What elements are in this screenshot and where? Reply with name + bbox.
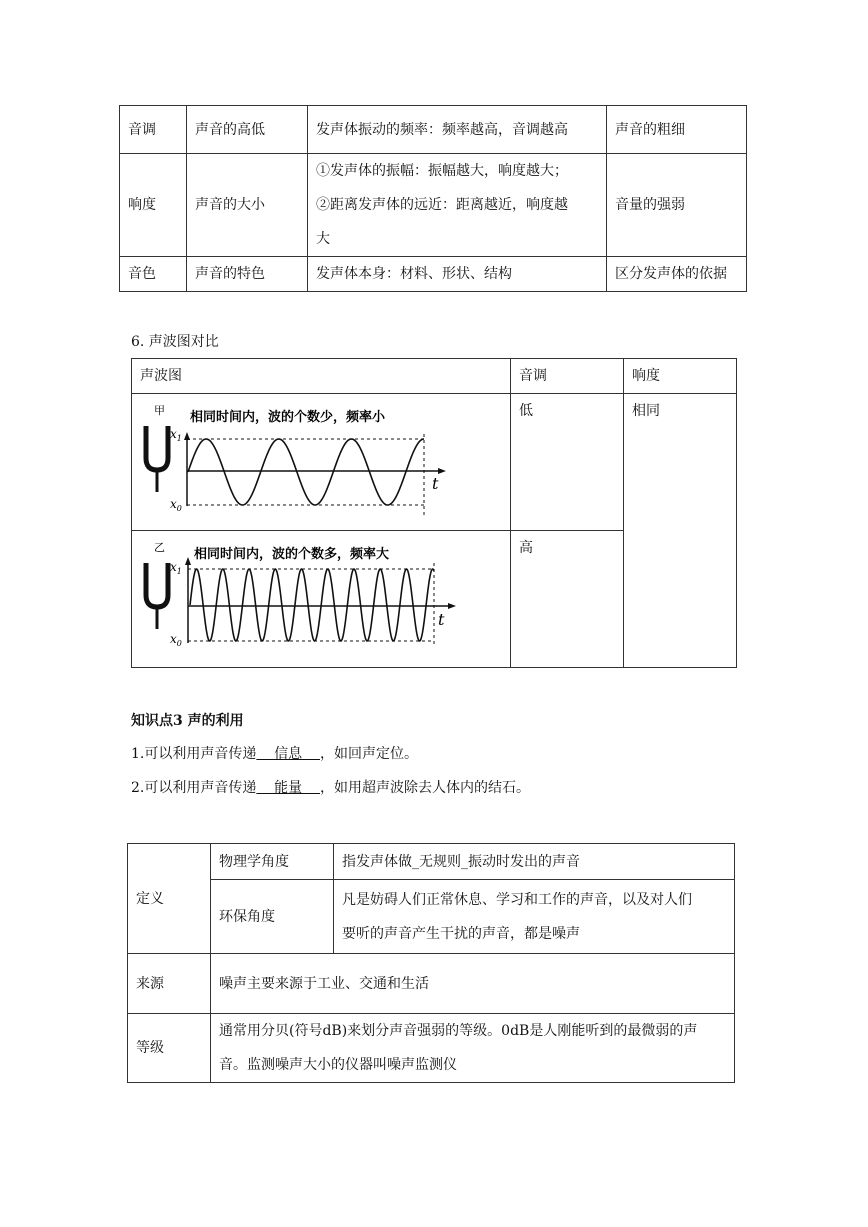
line-text: 2.可以利用声音传递 — [131, 780, 257, 796]
wave-diagram-cell — [132, 394, 511, 531]
table-row — [120, 106, 747, 154]
cell-line: 通常用分贝(符号dB)来划分声音强弱的等级。0dB是人刚能听到的最微弱的声 — [219, 1023, 698, 1039]
wave-caption: 相同时间内，波的个数多，频率大 — [194, 547, 390, 562]
table-cell: 发声体本身：材料、形状、结构 — [308, 257, 607, 292]
table-cell: 响度 — [120, 154, 187, 257]
fill-blank-answer: 能量 — [256, 780, 320, 796]
table-cell — [211, 1014, 735, 1083]
line-text: ，如用超声波除去人体内的结石。 — [319, 780, 530, 796]
table-cell — [334, 880, 735, 954]
table-cell: 声音的粗细 — [607, 106, 747, 154]
table-cell: 音量的强弱 — [607, 154, 747, 257]
table-cell: 区分发声体的依据 — [607, 257, 747, 292]
table-cell: 环保角度 — [211, 880, 334, 954]
knowledge-line-1 — [131, 745, 418, 763]
cell-line: 大 — [316, 231, 330, 247]
noise-table — [127, 843, 735, 1083]
time-axis-arrow — [448, 603, 456, 609]
sound-wave-comparison-table — [131, 358, 737, 668]
table-row — [120, 257, 747, 292]
table-cell: 音调 — [120, 106, 187, 154]
wave-diagram-jia — [132, 394, 510, 530]
knowledge-point-title: 知识点3 声的利用 — [131, 713, 244, 729]
table-row — [128, 1014, 735, 1083]
axis-label-x1: $x_1$ — [170, 560, 182, 576]
sound-characteristics-table — [119, 105, 747, 292]
line-text: 1.可以利用声音传递 — [131, 746, 257, 762]
column-header: 音调 — [511, 359, 624, 394]
table-row — [132, 394, 737, 531]
cell-line: 凡是妨碍人们正常休息、学习和工作的声音，以及对人们 — [342, 891, 692, 908]
fill-blank-answer: 信息 — [256, 746, 320, 762]
fork-label: 乙 — [154, 541, 165, 554]
line-text: ，如回声定位。 — [319, 746, 418, 762]
pitch-cell: 低 — [511, 394, 624, 531]
wave-diagram-cell — [132, 531, 511, 668]
wave-diagram-yi — [132, 531, 510, 667]
cell-line: 音。监测噪声大小的仪器叫噪声监测仪 — [219, 1057, 457, 1073]
axis-label-x0: $x_0$ — [170, 497, 182, 513]
high-frequency-wave — [190, 569, 434, 641]
tuning-fork-icon — [146, 426, 168, 470]
column-header: 响度 — [624, 359, 737, 394]
y-axis-arrow — [185, 557, 191, 565]
table-cell: 声音的大小 — [187, 154, 308, 257]
table-row — [128, 844, 735, 880]
column-header: 声波图 — [132, 359, 511, 394]
axis-label-x0: $x_0$ — [170, 632, 182, 648]
table-cell: 发声体振动的频率：频率越高，音调越高 — [308, 106, 607, 154]
time-axis-arrow — [438, 468, 446, 474]
loudness-cell: 相同 — [624, 394, 737, 668]
time-label: t — [432, 474, 439, 493]
table-row — [120, 154, 747, 257]
table-cell: 音色 — [120, 257, 187, 292]
wave-caption: 相同时间内，波的个数少，频率小 — [190, 410, 386, 425]
table-cell: 声音的特色 — [187, 257, 308, 292]
tuning-fork-icon — [146, 563, 168, 607]
table-row — [128, 880, 735, 954]
table-cell: 噪声主要来源于工业、交通和生活 — [211, 954, 735, 1014]
cell-line: 要听的声音产生干扰的声音，都是噪声 — [342, 925, 580, 942]
time-label: t — [438, 610, 445, 629]
axis-label-x1: $x_1$ — [170, 427, 182, 443]
section-heading: 6. 声波图对比 — [131, 334, 219, 350]
knowledge-line-2 — [131, 779, 530, 797]
fork-label: 甲 — [154, 404, 165, 417]
cell-line: ②距离发声体的远近：距离越近，响度越 — [316, 197, 568, 213]
table-cell: 声音的高低 — [187, 106, 308, 154]
table-cell: 物理学角度 — [211, 844, 334, 880]
table-row — [128, 954, 735, 1014]
table-cell: 来源 — [128, 954, 211, 1014]
table-cell: 定义 — [128, 844, 211, 954]
table-header-row — [132, 359, 737, 394]
pitch-cell: 高 — [511, 531, 624, 668]
table-cell — [308, 154, 607, 257]
table-cell: 等级 — [128, 1014, 211, 1083]
low-frequency-wave — [188, 439, 424, 505]
table-cell: 指发声体做_无规则_振动时发出的声音 — [334, 844, 735, 880]
cell-line: ①发声体的振幅：振幅越大，响度越大； — [316, 163, 568, 179]
